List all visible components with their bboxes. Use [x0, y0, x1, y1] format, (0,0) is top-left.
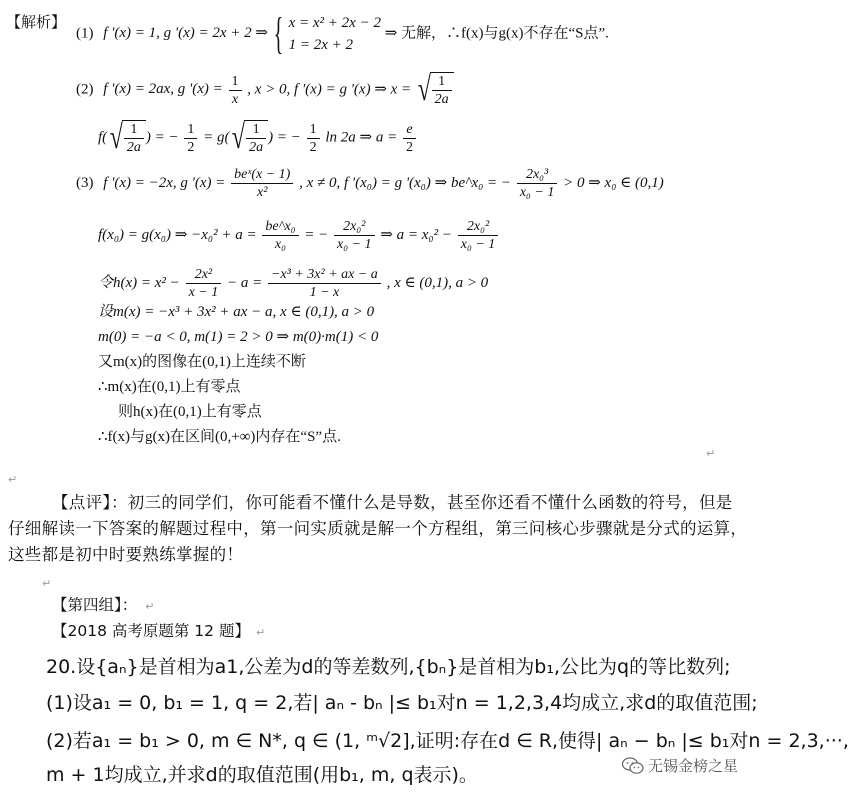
group-source: 【2018 高考原题第 12 题】 ↵: [52, 622, 266, 640]
solution-part3-line9: ∴f(x)与g(x)在区间(0,+∞)内存在“S”点.: [98, 429, 341, 445]
part2-derivs: f '(x) = 2ax, g '(x) =: [103, 81, 223, 98]
solution-part3-line2: f(x₀) = g(x₀) ⇒ −x₀² + a = $\frac{\text{be\textasciicircum{}x₀}}{\text{x₀}}$ = − $\frac{\text{2x₀²}}{\text{x₀ − 1}}$ ⇒ a = x₀² − $\frac{\text{2x₀²}}{\text{x₀ − 1}}$: [98, 218, 500, 253]
solution-part3-line6: 又m(x)的图像在(0,1)上连续不断: [98, 354, 306, 370]
part1-result: ⇒ 无解，∴f(x)与g(x)不存在“S点”.: [384, 25, 609, 42]
system-brace: {: [273, 9, 284, 58]
sqrt-expression: √ $\frac{1}{2a}$: [107, 120, 146, 156]
problem-line4: m + 1均成立,并求d的取值范围(用b₁, m, q表示)。: [46, 764, 478, 786]
solution-part3-line1: (3) f '(x) = −2x, g '(x) = $\frac{\text{beˣ(x − 1)}}{\text{x²}}$ , x ≠ 0, f '(x₀) = g '(x₀) ⇒ be^x₀ = − $\frac{\text{2x₀³}}{\text{x₀ − 1}}$ > 0 ⇒ x₀ ∈ (0,1): [76, 167, 664, 200]
return-mark: ↵: [42, 577, 52, 590]
group-title: 【第四组】： ↵: [52, 596, 155, 614]
solution-part3-line8: 则h(x)在(0,1)上有零点: [118, 404, 262, 420]
part2-equation: , x > 0, f '(x) = g '(x) ⇒ x =: [247, 81, 412, 98]
solution-part3-line3: 令h(x) = x² − $\frac{\text{2x²}}{x - 1}$ − a = $\frac{\text{−x³ + 3x² + ax − a}}{1 - x}$ , x ∈ (0,1), a > 0: [98, 267, 489, 300]
part1-funcs: f '(x) = 1, g '(x) = 2x + 2 ⇒: [103, 25, 268, 42]
wechat-icon: [622, 757, 644, 775]
watermark-text: 无锡金榜之星: [647, 757, 738, 775]
return-mark: ↵: [706, 447, 716, 460]
comment-paragraph: 【点评】：初三的同学们，你可能看不懂什么是导数，甚至你还看不懂什么函数的符号，但是仔细解读一下答案的解题过程中，第一问实质就是解一个方程组，第三问核心步骤就是分式的运算，这些都是初中时要熟练掌握的！: [8, 493, 748, 564]
problem-line2: (1)设a₁ = 0, b₁ = 1, q = 2,若| aₙ - bₙ |≤ b₁对n = 1,2,3,4均成立,求d的取值范围;: [46, 692, 758, 714]
watermark: [622, 755, 738, 776]
solution-tag: 【解析】: [6, 13, 67, 31]
solution-part2-line2: f(√ $\frac{1}{2a}$ ) = − $\frac{1}{2}$ = g(√ $\frac{1}{2a}$ ) = − $\frac{1}{2}$ ln 2a ⇒ a = $\frac{e}{2}$: [98, 120, 418, 156]
part2-label: (2): [76, 81, 94, 98]
solution-part2-line1: [76, 72, 454, 108]
equation-system: [289, 12, 381, 56]
return-mark: ↵: [8, 473, 18, 486]
problem-line1: 20.设{aₙ}是首相为a1,公差为d的等差数列,{bₙ}是首相为b₁,公比为q的等比数列;: [46, 656, 731, 678]
part1-label: (1): [76, 25, 94, 42]
problem-line3: (2)若a₁ = b₁ > 0, m ∈ N*, q ∈ (1, ᵐ√2],证明:存在d ∈ R,使得| aₙ − bₙ |≤ b₁对n = 2,3,···,: [46, 730, 849, 752]
fraction-e-over-2: $\frac{e}{2}$: [403, 121, 416, 156]
system-eq1: x = x² + 2x − 2: [288, 15, 381, 31]
sqrt-expression: √ $\frac{1}{2a}$: [415, 72, 454, 108]
solution-part3-line7: ∴m(x)在(0,1)上有零点: [98, 379, 241, 395]
solution-part3-line5: m(0) = −a < 0, m(1) = 2 > 0 ⇒ m(0)·m(1) < 0: [98, 329, 379, 345]
fraction-one-over-x: $\frac{1}{x}$: [229, 73, 242, 108]
system-eq2: 1 = 2x + 2: [288, 37, 354, 53]
solution-part1-line: [76, 9, 609, 58]
solution-part3-line4: 设m(x) = −x³ + 3x² + ax − a, x ∈ (0,1), a > 0: [98, 304, 375, 320]
part3-label: (3): [76, 174, 94, 191]
